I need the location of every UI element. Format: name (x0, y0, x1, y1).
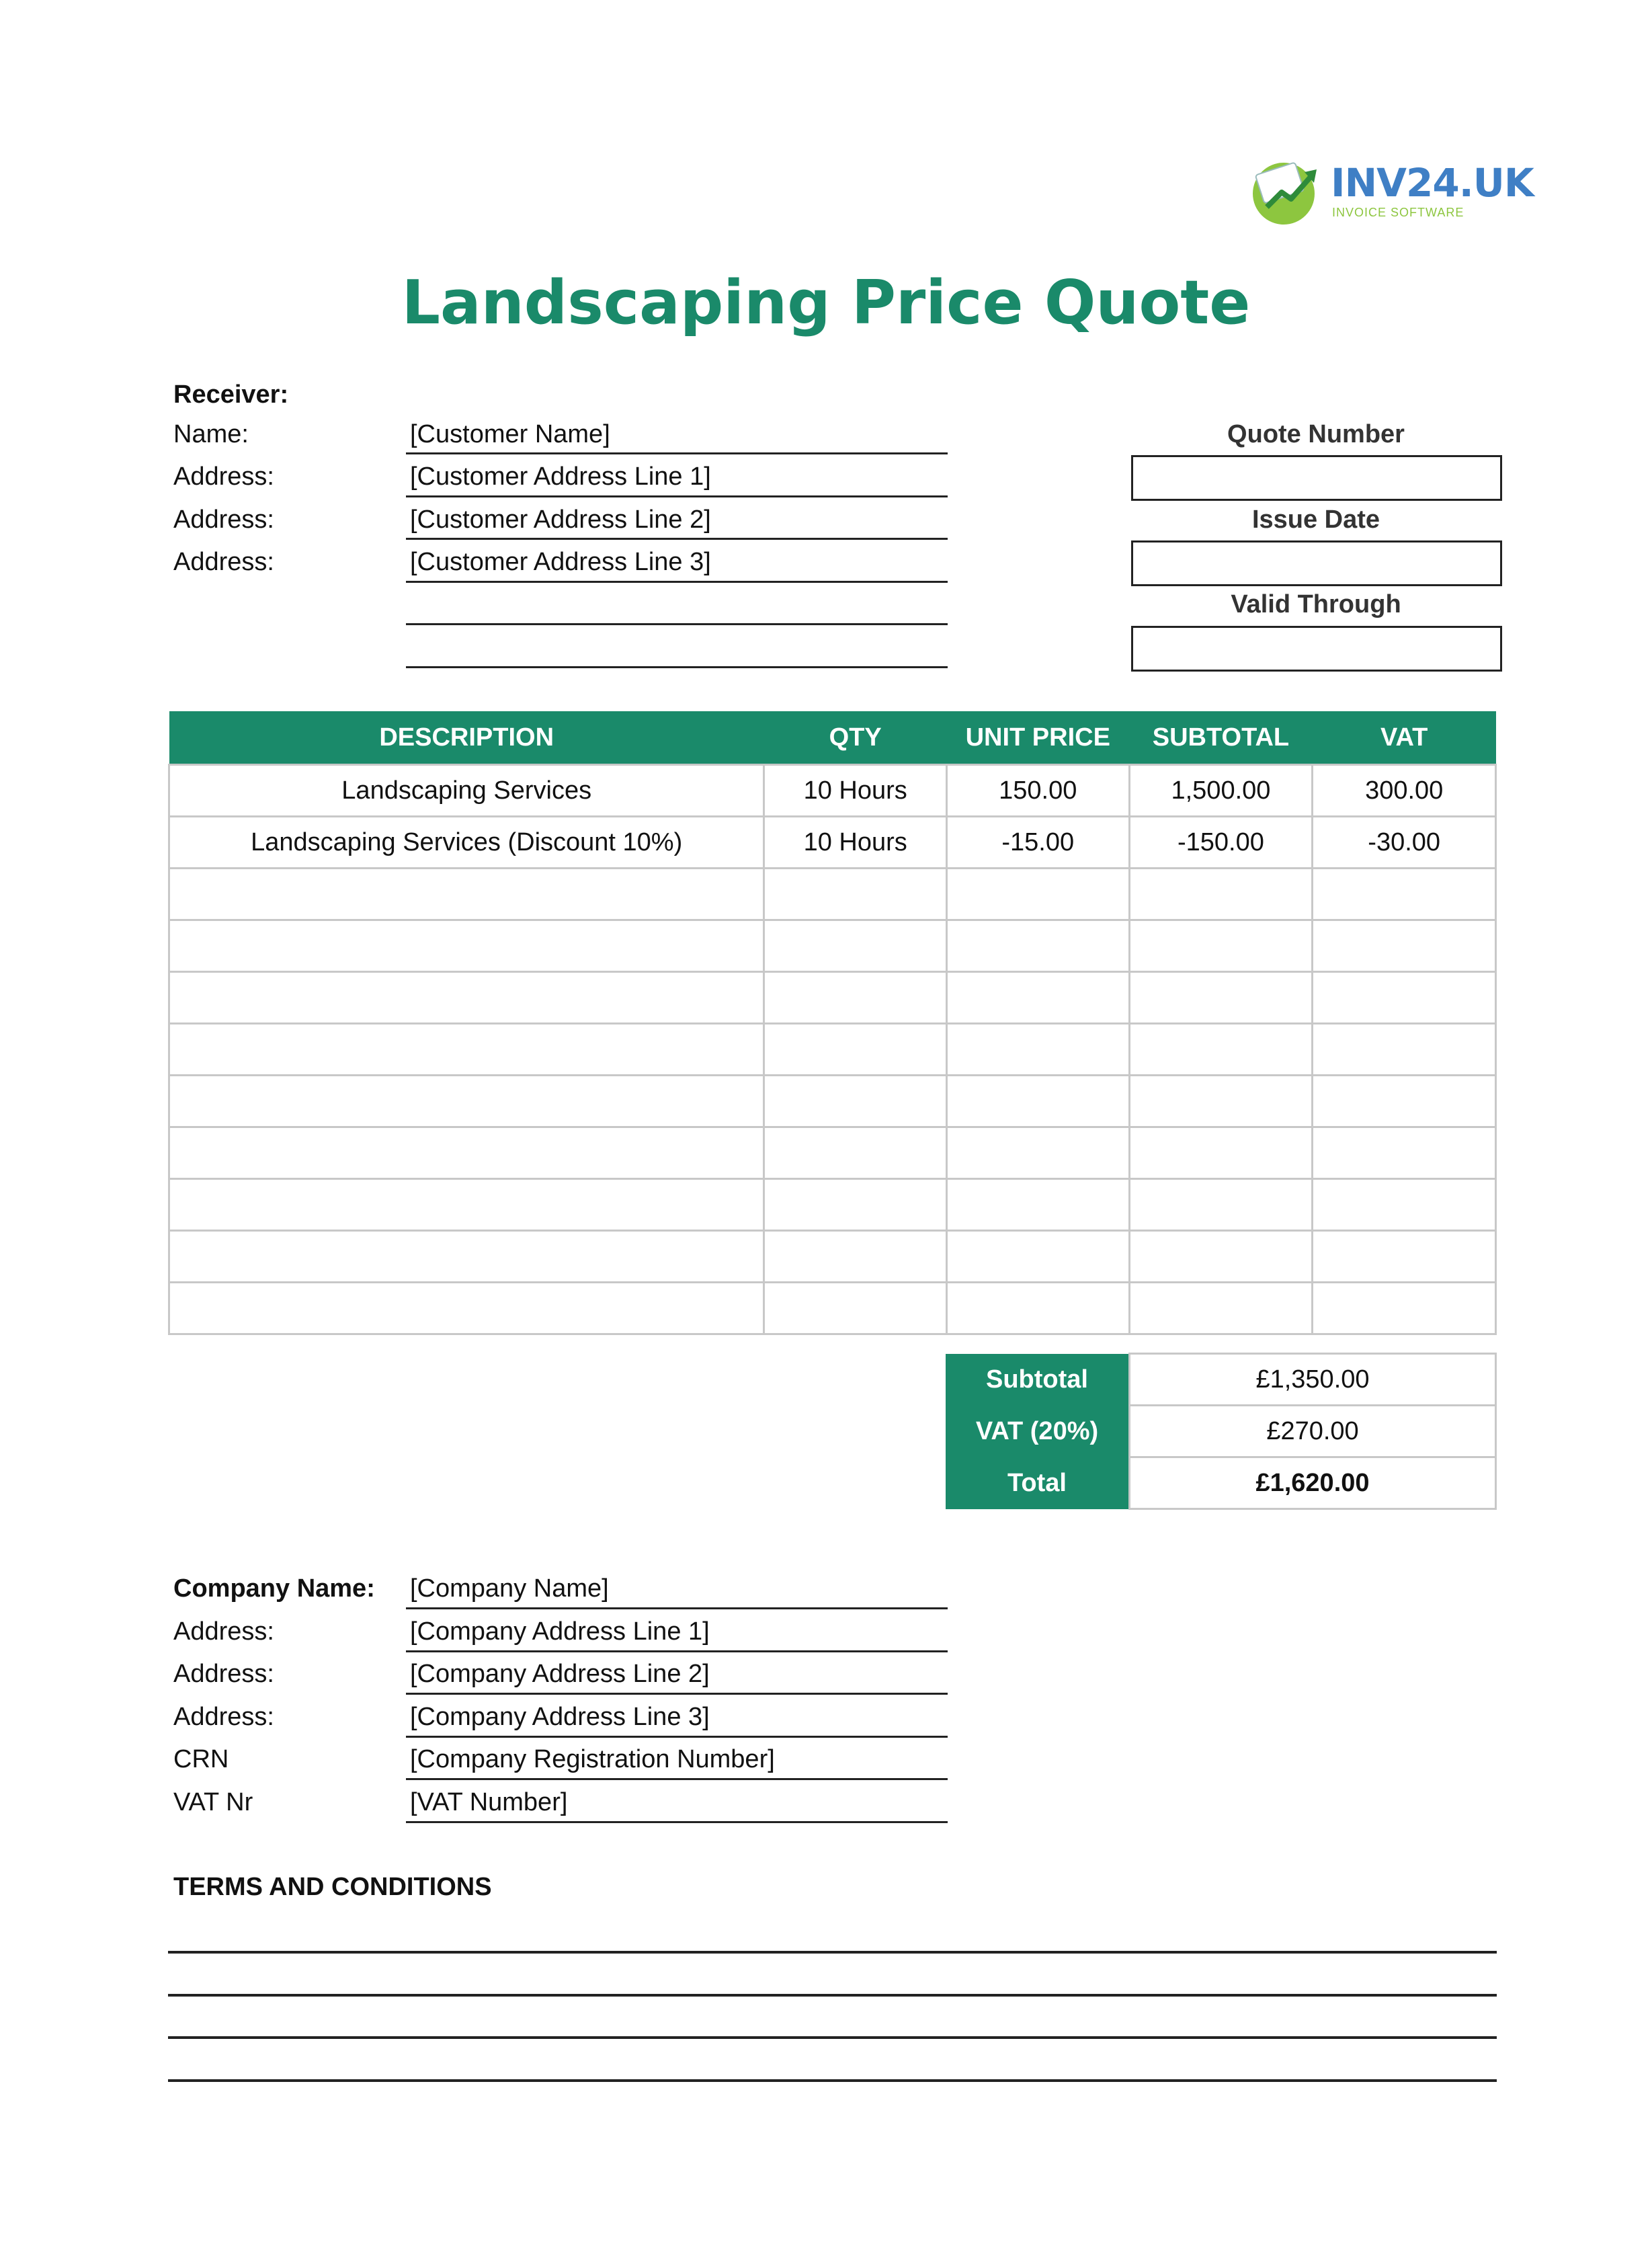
terms-line (168, 2079, 1497, 2082)
item-subtotal[interactable] (1129, 920, 1313, 972)
item-description[interactable] (169, 1127, 764, 1179)
item-subtotal[interactable] (1129, 869, 1313, 920)
subtotal-row (946, 1354, 1496, 1406)
logo-emblem-icon (1247, 153, 1327, 227)
field-underline (406, 1821, 948, 1823)
page-title: Landscaping Price Quote (401, 268, 1251, 338)
table-row (169, 1127, 1496, 1179)
issue-date-label: Issue Date (1251, 506, 1380, 534)
item-subtotal[interactable] (1129, 1179, 1313, 1231)
receiver-name-field[interactable]: [Customer Name] (410, 420, 610, 448)
item-description[interactable] (169, 1076, 764, 1127)
receiver-address1-field[interactable]: [Customer Address Line 1] (410, 463, 711, 491)
item-vat[interactable] (1313, 1283, 1496, 1334)
items-table (168, 711, 1497, 1335)
quote-number-label: Quote Number (1227, 420, 1405, 448)
table-row (169, 1283, 1496, 1334)
company-address2-field[interactable]: [Company Address Line 2] (410, 1660, 710, 1688)
blank-field-underline (406, 623, 948, 625)
item-vat[interactable] (1313, 869, 1496, 920)
item-qty[interactable] (764, 869, 947, 920)
company-name-label: Company Name: (173, 1574, 375, 1603)
item-unit-price[interactable] (946, 1283, 1129, 1334)
table-row (169, 972, 1496, 1024)
subtotal-label: Subtotal (946, 1354, 1130, 1406)
table-row (169, 817, 1496, 869)
column-header-description: DESCRIPTION (169, 711, 764, 765)
item-vat[interactable] (1313, 1179, 1496, 1231)
vat-label: VAT (20%) (946, 1406, 1130, 1457)
totals-table (946, 1353, 1497, 1510)
item-description[interactable] (169, 1283, 764, 1334)
field-underline (406, 538, 948, 540)
field-underline (406, 581, 948, 583)
item-unit-price[interactable] (946, 1024, 1129, 1076)
item-vat[interactable] (1313, 920, 1496, 972)
item-qty[interactable] (764, 1076, 947, 1127)
item-description[interactable]: Landscaping Services (169, 765, 764, 817)
item-vat[interactable]: 300.00 (1313, 765, 1496, 817)
receiver-address2-field[interactable]: [Customer Address Line 2] (410, 506, 711, 534)
item-qty[interactable] (764, 1283, 947, 1334)
item-unit-price[interactable] (946, 972, 1129, 1024)
receiver-address2-label: Address: (173, 506, 274, 534)
item-subtotal[interactable] (1129, 1127, 1313, 1179)
item-description[interactable] (169, 1024, 764, 1076)
item-subtotal[interactable] (1129, 972, 1313, 1024)
table-row (169, 1076, 1496, 1127)
receiver-address1-label: Address: (173, 463, 274, 491)
crn-label: CRN (173, 1745, 229, 1773)
item-unit-price[interactable]: 150.00 (946, 765, 1129, 817)
table-header-row (169, 711, 1496, 765)
item-unit-price[interactable] (946, 1179, 1129, 1231)
item-qty[interactable] (764, 920, 947, 972)
item-unit-price[interactable] (946, 1127, 1129, 1179)
crn-field[interactable]: [Company Registration Number] (410, 1745, 775, 1773)
table-row (169, 1179, 1496, 1231)
table-row (169, 765, 1496, 817)
blank-field-underline (406, 666, 948, 668)
table-row (169, 920, 1496, 972)
vat-row (946, 1406, 1496, 1457)
company-address1-field[interactable]: [Company Address Line 1] (410, 1617, 710, 1646)
valid-through-label: Valid Through (1231, 590, 1401, 618)
receiver-heading: Receiver: (173, 380, 289, 409)
field-underline (406, 1607, 948, 1609)
item-vat[interactable]: -30.00 (1313, 817, 1496, 869)
vat-number-field[interactable]: [VAT Number] (410, 1788, 568, 1816)
company-name-field[interactable]: [Company Name] (410, 1574, 609, 1603)
item-description[interactable] (169, 920, 764, 972)
terms-line (168, 1994, 1497, 1997)
item-unit-price[interactable] (946, 920, 1129, 972)
valid-through-field[interactable] (1131, 626, 1502, 672)
item-description[interactable] (169, 869, 764, 920)
total-value: £1,620.00 (1130, 1457, 1496, 1509)
field-underline (406, 1693, 948, 1695)
receiver-name-label: Name: (173, 420, 249, 448)
item-qty[interactable] (764, 1024, 947, 1076)
item-qty[interactable] (764, 1231, 947, 1283)
company-logo (1247, 153, 1327, 227)
field-underline (406, 495, 948, 497)
field-underline (406, 1650, 948, 1652)
item-qty[interactable] (764, 1179, 947, 1231)
logo-name: INV24.UK (1331, 160, 1534, 206)
item-description[interactable]: Landscaping Services (Discount 10%) (169, 817, 764, 869)
item-subtotal[interactable]: 1,500.00 (1129, 765, 1313, 817)
column-header-unit-price: UNIT PRICE (946, 711, 1129, 765)
item-unit-price[interactable]: -15.00 (946, 817, 1129, 869)
terms-line (168, 1951, 1497, 1954)
item-vat[interactable] (1313, 1076, 1496, 1127)
item-subtotal[interactable] (1129, 1231, 1313, 1283)
item-qty[interactable]: 10 Hours (764, 817, 947, 869)
item-subtotal[interactable]: -150.00 (1129, 817, 1313, 869)
issue-date-field[interactable] (1131, 540, 1502, 586)
item-description[interactable] (169, 1179, 764, 1231)
table-row (169, 1024, 1496, 1076)
logo-tagline: INVOICE SOFTWARE (1332, 206, 1464, 219)
total-row (946, 1457, 1496, 1509)
subtotal-value: £1,350.00 (1130, 1354, 1496, 1406)
item-qty[interactable]: 10 Hours (764, 765, 947, 817)
vat-value: £270.00 (1130, 1406, 1496, 1457)
column-header-qty: QTY (764, 711, 947, 765)
company-address2-label: Address: (173, 1660, 274, 1688)
company-address3-field[interactable]: [Company Address Line 3] (410, 1703, 710, 1731)
item-qty[interactable] (764, 972, 947, 1024)
terms-heading: TERMS AND CONDITIONS (173, 1873, 492, 1901)
item-unit-price[interactable] (946, 869, 1129, 920)
company-address3-label: Address: (173, 1703, 274, 1731)
field-underline (406, 1778, 948, 1780)
receiver-address3-field[interactable]: [Customer Address Line 3] (410, 548, 711, 576)
item-vat[interactable] (1313, 972, 1496, 1024)
receiver-address3-label: Address: (173, 548, 274, 576)
item-unit-price[interactable] (946, 1231, 1129, 1283)
total-label: Total (946, 1457, 1130, 1509)
item-qty[interactable] (764, 1127, 947, 1179)
quote-number-field[interactable] (1131, 455, 1502, 501)
item-description[interactable] (169, 972, 764, 1024)
item-vat[interactable] (1313, 1127, 1496, 1179)
table-row (169, 1231, 1496, 1283)
column-header-subtotal: SUBTOTAL (1129, 711, 1313, 765)
company-address1-label: Address: (173, 1617, 274, 1646)
field-underline (406, 1736, 948, 1738)
item-unit-price[interactable] (946, 1076, 1129, 1127)
terms-line (168, 2036, 1497, 2039)
item-subtotal[interactable] (1129, 1024, 1313, 1076)
item-vat[interactable] (1313, 1024, 1496, 1076)
table-row (169, 869, 1496, 920)
column-header-vat: VAT (1313, 711, 1496, 765)
item-subtotal[interactable] (1129, 1283, 1313, 1334)
field-underline (406, 452, 948, 454)
item-subtotal[interactable] (1129, 1076, 1313, 1127)
item-description[interactable] (169, 1231, 764, 1283)
vat-number-label: VAT Nr (173, 1788, 253, 1816)
item-vat[interactable] (1313, 1231, 1496, 1283)
